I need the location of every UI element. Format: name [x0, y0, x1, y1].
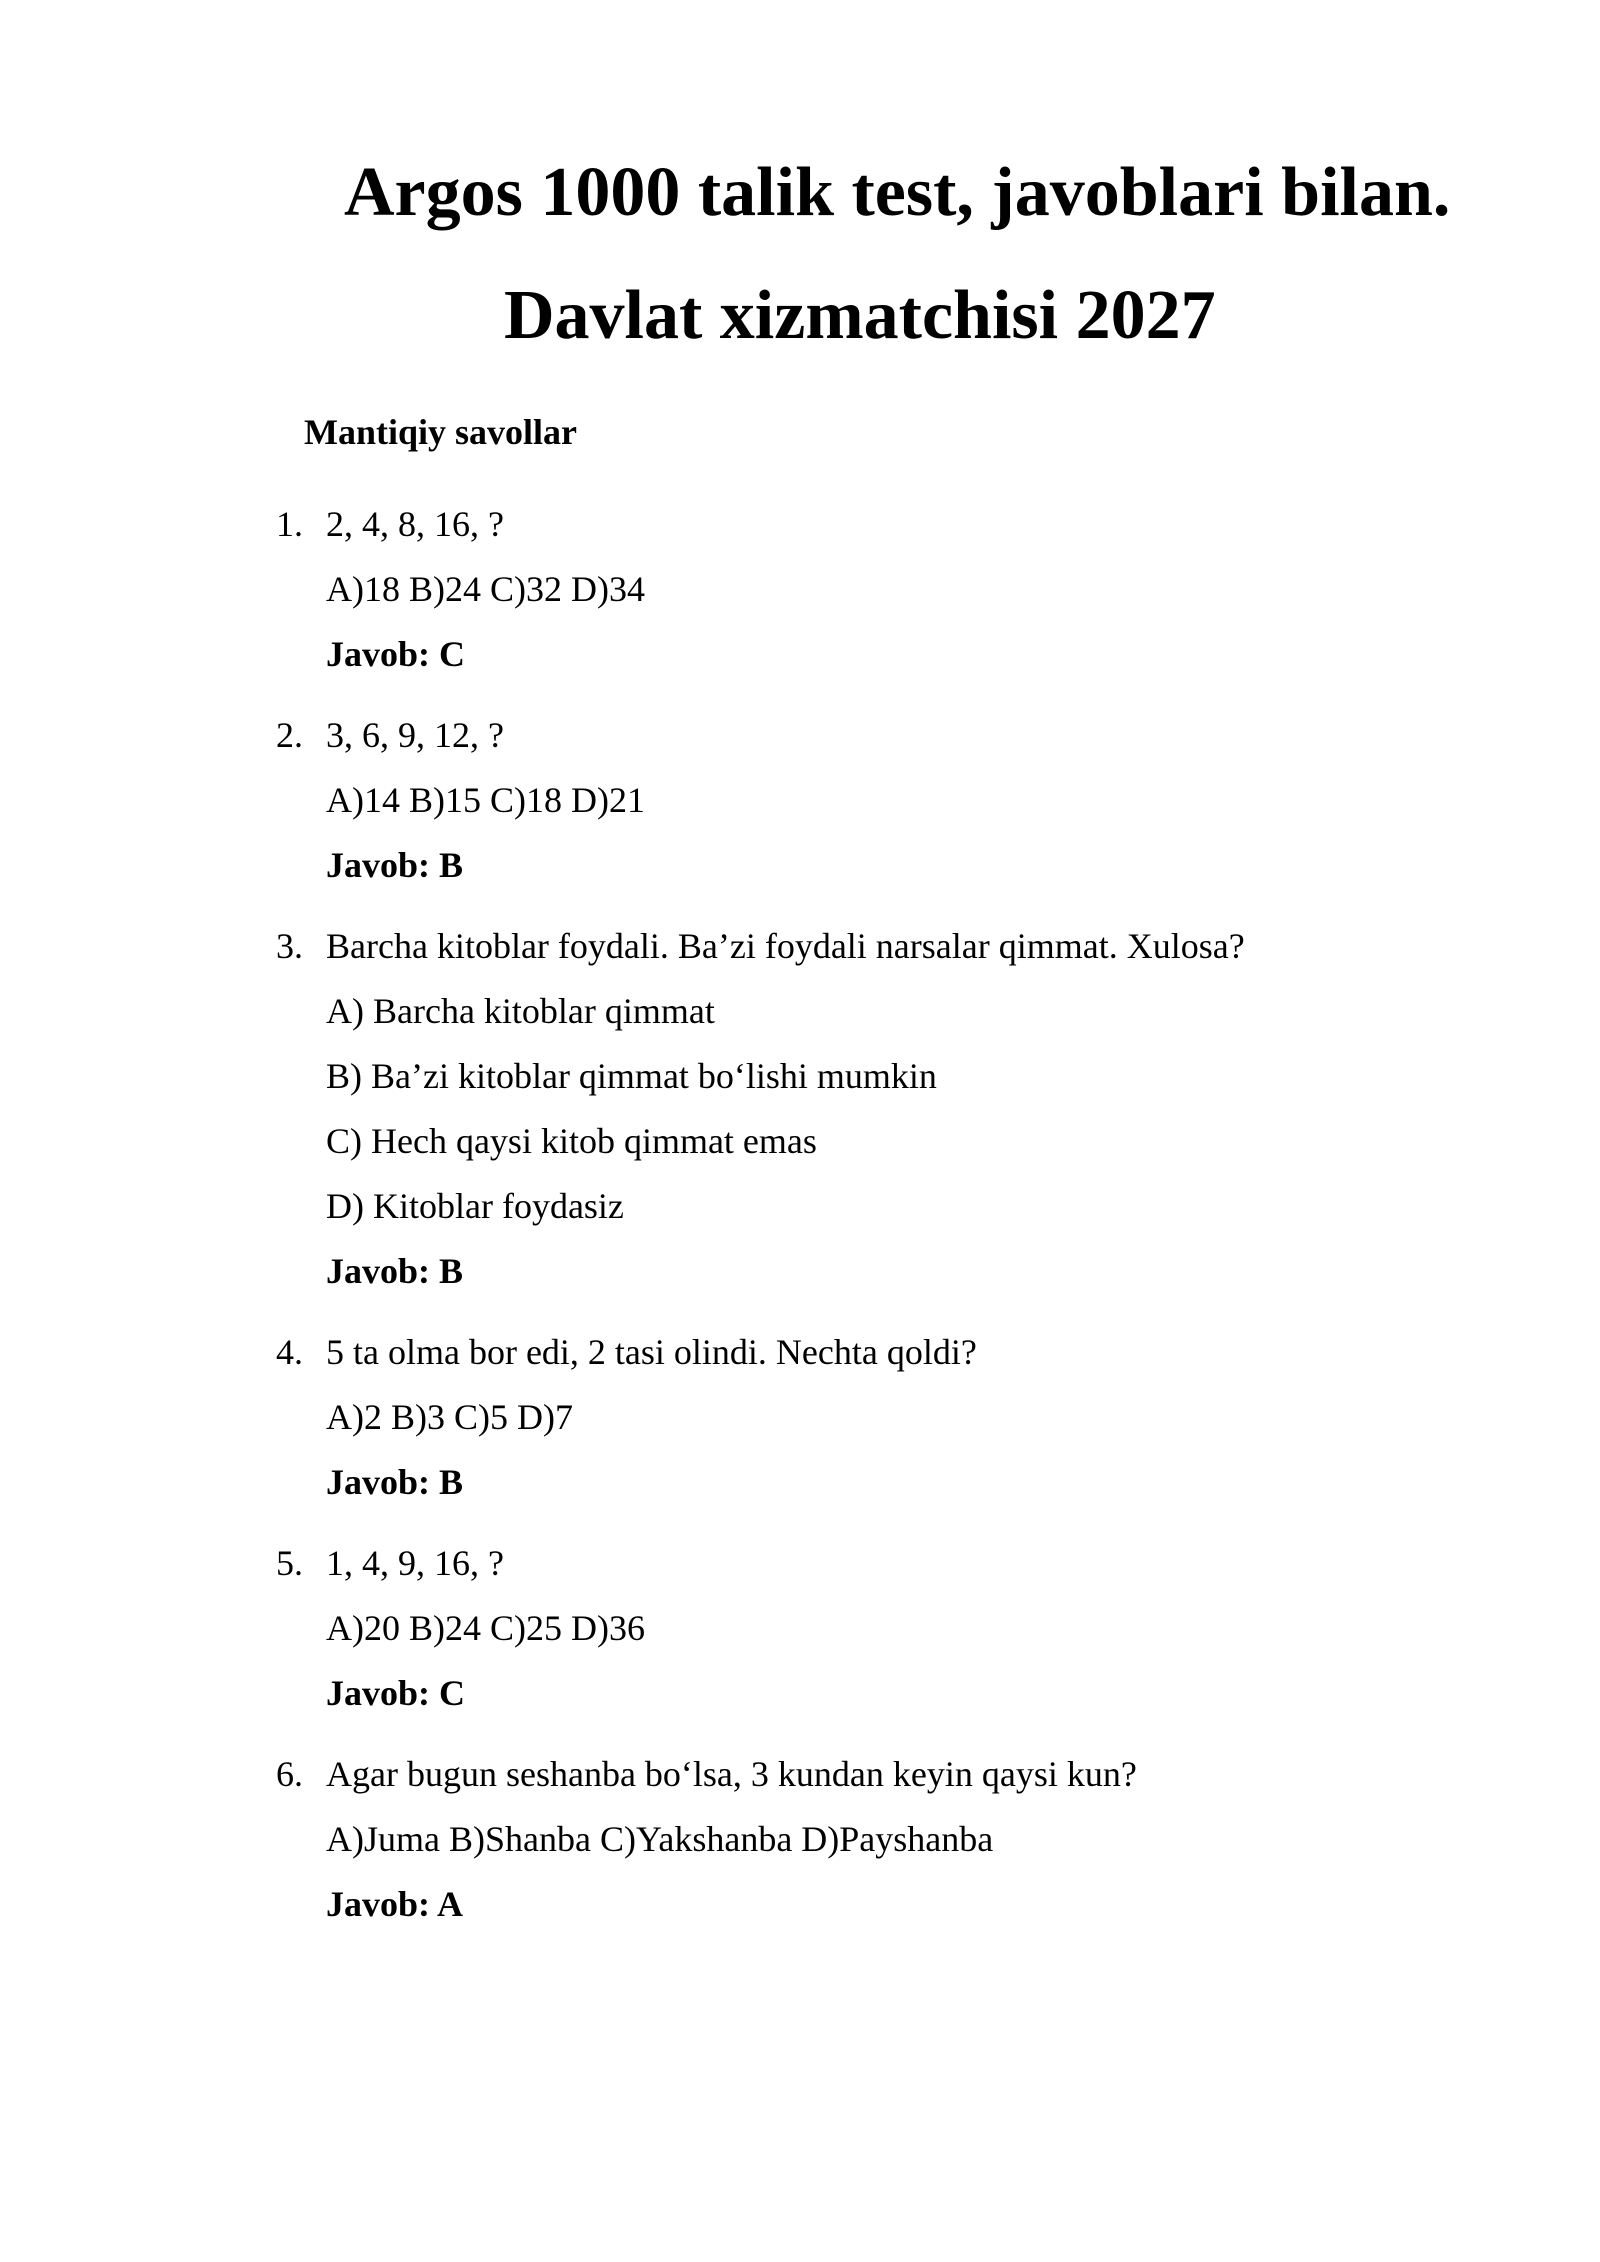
answer-key: Javob: C [326, 1673, 466, 1713]
question-item [276, 492, 1476, 687]
question-item [276, 703, 1476, 898]
document-title-line-1: Argos 1000 talik test, javoblari bilan. [344, 154, 1451, 231]
question-body [326, 1320, 1476, 1515]
question-item [276, 1320, 1476, 1515]
question-item [276, 1742, 1476, 1937]
question-number: 5. [276, 1543, 303, 1583]
question-text: 3, 6, 9, 12, ? [326, 715, 504, 755]
question-option: B) Ba’zi kitoblar qimmat bo‘lishi mumkin [326, 1056, 937, 1096]
question-option: A)14 B)15 C)18 D)21 [326, 780, 645, 820]
question-number: 2. [276, 715, 303, 755]
question-body [326, 914, 1476, 1304]
question-option: D) Kitoblar foydasiz [326, 1186, 624, 1226]
question-option: C) Hech qaysi kitob qimmat emas [326, 1121, 817, 1161]
question-option: A)18 B)24 C)32 D)34 [326, 569, 645, 609]
question-item [276, 1531, 1476, 1726]
answer-key: Javob: A [326, 1884, 464, 1924]
question-option: A)2 B)3 C)5 D)7 [326, 1397, 573, 1437]
question-item [276, 914, 1476, 1304]
answer-key: Javob: B [326, 1462, 464, 1502]
question-text: 1, 4, 9, 16, ? [326, 1543, 504, 1583]
answer-key: Javob: B [326, 845, 464, 885]
question-text: Barcha kitoblar foydali. Ba’zi foydali narsalar qimmat. Xulosa? [326, 926, 1245, 966]
section-heading: Mantiqiy savollar [304, 412, 578, 452]
answer-key: Javob: C [326, 634, 466, 674]
question-list [276, 492, 1476, 1953]
question-text: 5 ta olma bor edi, 2 tasi olindi. Nechta qoldi? [326, 1332, 977, 1372]
document-title-line-2: Davlat xizmatchisi 2027 [504, 277, 1216, 354]
answer-key: Javob: B [326, 1251, 464, 1291]
question-option: A) Barcha kitoblar qimmat [326, 991, 715, 1031]
question-number: 3. [276, 926, 303, 966]
question-number: 4. [276, 1332, 303, 1372]
question-body [326, 1531, 1476, 1726]
question-option: A)Juma B)Shanba C)Yakshanba D)Payshanba [326, 1819, 994, 1859]
question-number: 6. [276, 1754, 303, 1794]
question-body [326, 703, 1476, 898]
question-number: 1. [276, 504, 303, 544]
question-text: 2, 4, 8, 16, ? [326, 504, 504, 544]
question-body [326, 1742, 1476, 1937]
question-text: Agar bugun seshanba bo‘lsa, 3 kundan keyin qaysi kun? [326, 1754, 1137, 1794]
question-body [326, 492, 1476, 687]
question-option: A)20 B)24 C)25 D)36 [326, 1608, 645, 1648]
